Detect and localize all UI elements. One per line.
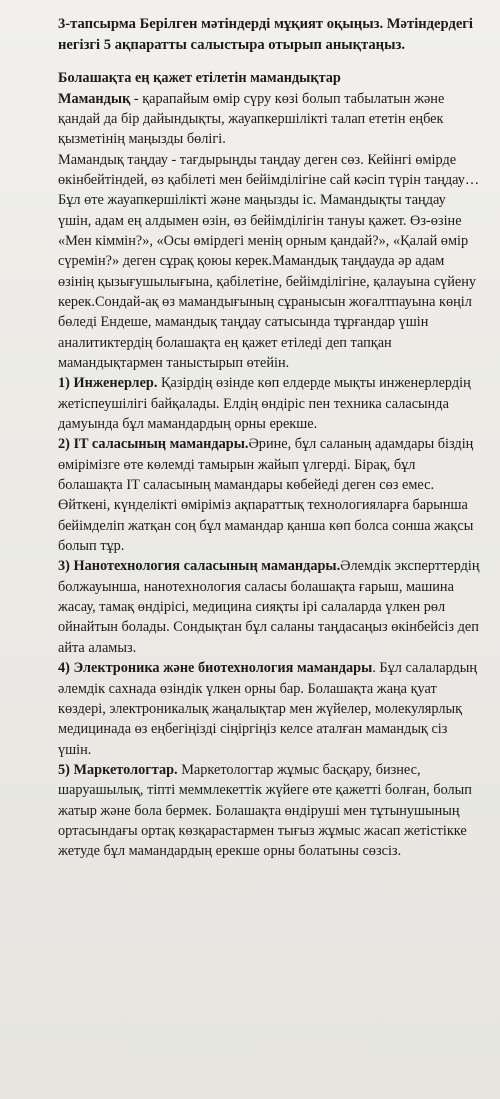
profession-heading: 2) IT саласының мамандары. xyxy=(58,436,249,453)
profession-paragraph xyxy=(58,556,482,658)
profession-paragraph xyxy=(58,373,482,434)
profession-text: Қазірдің өзінде көп елдерде мықты инженерлердің жетіспеушілігі байқалады. Елдің өндіріс пен техника саласында дамуында бұл мамандардың орны ерекше. xyxy=(58,375,471,433)
intro-term: Мамандық xyxy=(58,90,131,107)
choice-paragraph: Мамандық таңдау - тағдырыңды таңдау деген сөз. Кейінгі өмірде өкінбейтіндей, өз қабілеті мен бейімділігіне сай кәсіп түрін таңдау… Бұл өте жауапкершілікті және маңызды іс. Мамандықты таңдау үшін, адам ең алдымен өзін, өз бейімділігін тануы қажет. Өз-өзіне «Мен кіммін?», «Осы өмірдегі менің орным қандай?», «Қалай өмір сүремін?» деген сұрақ қоюы керек.Мамандық таңдауда әр адам өзінің қызығушылығына, қабілетіне, бейімділігіне, қалауына сүйену керек.Сондай-ақ өз мамандығының сұранысын жоғалтпауына көңіл бөледі Ендеше, мамандық таңдау сатысында тұрғандар үшін аналитиктердің болашақта ең қажет етіледі деп тапқан мамандықтармен таныстырып өтейін. xyxy=(58,151,480,371)
profession-paragraph xyxy=(58,760,482,862)
profession-text: Әлемдік эксперттердің болжауынша, нанотехнология саласы болашақта ғарыш, машина жасау, тамақ өндірісі, медицина сияқты ірі салаларда үлкен рөл ойнайтын болады. Сондықтан бұл саланы таңдасаңыз өкінбейсіз деп айта аламыз. xyxy=(58,558,480,656)
document-title: Болашақта ең қажет етілетін мамандықтар xyxy=(58,70,341,87)
intro-definition: - қарапайым өмір сүру көзі болып табылатын және қандай да бір дайындықты, жауапкершілікті талап ететін еңбек қызметінің маңызды бөлігі. xyxy=(58,90,445,148)
profession-text: Әрине, бұл саланың адамдары біздің өмірімізге өте көлемді тамырын жайып үлгерді. Бірақ, бұл болашақта IT саласының мамандары көбейеді деген сөз емес. Өйткені, күнделікті өміріміз ақпараттық технологияларға барынша бейімделіп жатқан соң бұл мамандар қанша көп болса сонша жақсы болып тұр. xyxy=(58,436,474,555)
profession-paragraph xyxy=(58,434,482,556)
profession-heading: 3) Нанотехнология саласының мамандары. xyxy=(58,558,341,575)
profession-text: Маркетологтар жұмыс басқару, бизнес, шаруашылық, тіпті меммлекеттік жүйеге өте қажетті болған, болып жатыр және бола бермек. Болашақта өндіруші мен тұтынушының ортасындағы ортақ көзқарастармен тығыз жұмыс жасап жетістікке жетуде бұл мамандардың ерекше орны болатыны сөзсіз. xyxy=(58,761,472,860)
profession-heading: 5) Маркетологтар. xyxy=(58,761,178,778)
task-instruction: 3-тапсырма Берілген мәтіндерді мұқият оқыңыз. Мәтіндердегі негізгі 5 ақпаратты салыстыра отырып анықтаңыз. xyxy=(58,16,473,53)
profession-text: . Бұл салалардың әлемдік сахнада өзіндік үлкен орны бар. Болашақта жаңа қуат көздері, электроникалық жаңалықтар мен жүйелер, молекулярлық медицинада өз еңбегіңізді сіңіргіңіз келсе аталған мамандық сіз үшін. xyxy=(58,660,478,758)
profession-paragraph xyxy=(58,658,482,760)
intro-paragraph xyxy=(58,89,482,150)
profession-heading: 1) Инженерлер. xyxy=(58,375,158,392)
profession-heading: 4) Электроника және биотехнология мамандары xyxy=(58,660,373,677)
